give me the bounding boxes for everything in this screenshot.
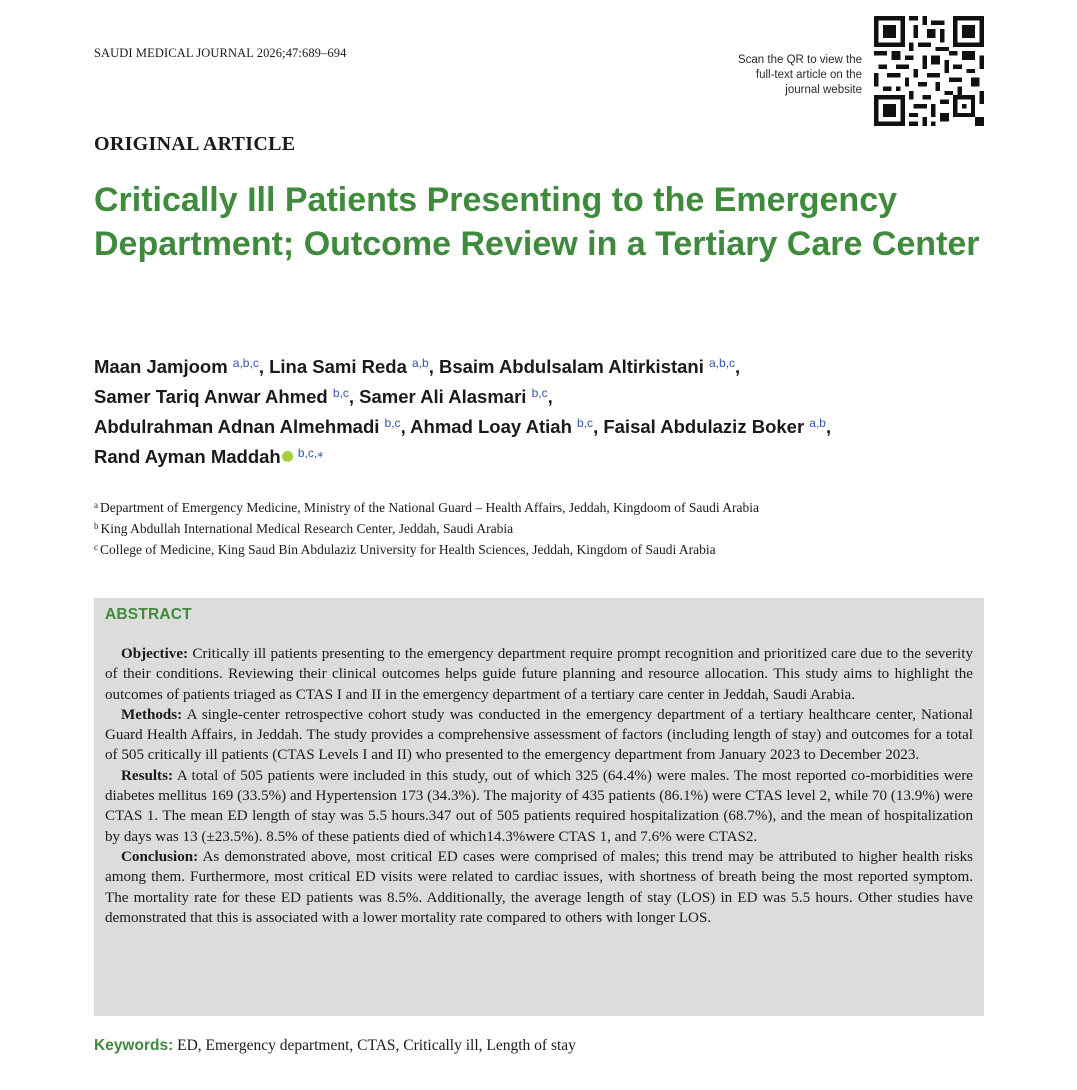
keywords-text: ED, Emergency department, CTAS, Critically ill, Length of stay — [177, 1037, 576, 1054]
author-name[interactable]: Samer Tariq Anwar Ahmed — [94, 386, 328, 407]
affiliation-item: $^a$ Department of Emergency Medicine, Ministry of the National Guard – Health Affairs, Jeddah, Kingdoom of Saudi Arabia — [94, 500, 759, 515]
keywords-line — [94, 1037, 576, 1055]
affiliations — [94, 496, 759, 559]
author-affiliation-marks: b,c — [384, 416, 401, 430]
keywords-label: Keywords: — [94, 1037, 174, 1054]
author-affiliation-marks: b,c — [332, 386, 349, 400]
abstract-results: Results: A total of 505 patients were included in this study, out of which 325 (64.4%) were males. The most reported co-morbidities were diabetes mellitus 169 (33.5%) and Hypertension 173 (34.3%). The majority of 435 patients (86.1%) were CTAS level 2, while 70 (13.9%) were CTAS 1. The mean ED length of stay was 5.5 hours.347 out of 505 patients required hospitalization (68.7%), and the mean of hospitalization by days was 13 (±23.5%). 8.5% of these patients died of which14.3%were CTAS 1, and 7.6% were CTAS2. — [105, 767, 973, 845]
author-name[interactable]: Bsaim Abdulsalam Altirkistani — [438, 356, 704, 377]
abstract-objective: Objective: Critically ill patients presenting to the emergency department require prompt recognition and prioritized care due to the severity of their conditions. Reviewing their clinical outcomes helps guide future planning and resource allocation. This study aims to highlight the outcomes of patients triaged as CTAS I and II in the emergency department of a tertiary care center in Jeddah, Saudi Arabia. — [105, 646, 973, 703]
author-name[interactable]: Rand Ayman Maddah — [94, 446, 281, 467]
affiliation-item: $^b$ King Abdullah International Medical Research Center, Jeddah, Saudi Arabia — [94, 521, 514, 536]
author-list: Maan Jamjoom $^{a,b,c}$, Lina Sami Reda $^{a,b}$, Bsaim Abdulsalam Altirkistani $^{a,b,c}$, Samer Tariq Anwar Ahmed $^{b,c}$, Samer Ali Alasmari $^{b,c}$, Abdulrahman Adnan Almehmadi $^{b,c}$, Ahmad Loay Atiah $^{b,c}$, Faisal Abdulaziz Boker $^{a,b}$, Rand Ayman MaddahiD $^{b,c,⁎}$ — [94, 350, 994, 470]
affiliation-item: $^c$ College of Medicine, King Saud Bin Abdulaziz University for Health Sciences, Jeddah, Kingdom of Saudi Arabia — [94, 542, 716, 557]
author-name[interactable]: Faisal Abdulaziz Boker — [603, 416, 805, 437]
author-affiliation-marks: a,b — [809, 416, 826, 430]
abstract-conclusion: Conclusion: As demonstrated above, most critical ED cases were comprised of males; this trend may be attributed to higher health risks among them. Furthermore, most critical ED visits were related to cardiac issues, with shortness of breath being the most reported symptom. The mortality rate for these ED patients was 8.5%. Additionally, the average length of stay (LOS) in ED was 5.5 hours. Other studies have demonstrated that this is associated with a lower mortality rate compared to others with longer LOS. — [105, 848, 973, 926]
abstract-panel — [94, 598, 984, 1016]
article-type: ORIGINAL ARTICLE — [94, 133, 296, 155]
abstract-heading: ABSTRACT — [105, 606, 192, 623]
author-name[interactable]: Maan Jamjoom — [94, 356, 228, 377]
author-name[interactable]: Abdulrahman Adnan Almehmadi — [94, 416, 380, 437]
qr-caption: Scan the QR to view the full-text article on the journal website — [737, 54, 862, 96]
author-affiliation-marks: b,c — [531, 386, 548, 400]
author-affiliation-marks: b,c,⁎ — [297, 446, 324, 460]
abstract-body — [105, 644, 973, 928]
article-title: Critically Ill Patients Presenting to the Emergency Department; Outcome Review in a Tertiary Care Center — [94, 181, 980, 263]
author-name[interactable]: Samer Ali Alasmari — [359, 386, 527, 407]
qr-code-icon[interactable] — [874, 16, 984, 126]
journal-citation: SAUDI MEDICAL JOURNAL 2026;47:689–694 — [94, 46, 347, 60]
author-affiliation-marks: a,b,c — [709, 356, 736, 370]
author-affiliation-marks: a,b — [412, 356, 429, 370]
author-affiliation-marks: a,b,c — [232, 356, 259, 370]
author-name[interactable]: Lina Sami Reda — [269, 356, 407, 377]
author-name[interactable]: Ahmad Loay Atiah — [410, 416, 572, 437]
abstract-methods: Methods: A single-center retrospective cohort study was conducted in the emergency department of a tertiary healthcare center, National Guard Health Affairs, in Jeddah. The study provides a comprehensive assessment of factors (including length of stay) and outcomes for a total of 505 critically ill patients (CTAS Levels I and II) who presented to the emergency department from January 2023 to December 2023. — [105, 706, 973, 764]
orcid-icon[interactable] — [282, 451, 293, 462]
author-affiliation-marks: b,c — [577, 416, 594, 430]
